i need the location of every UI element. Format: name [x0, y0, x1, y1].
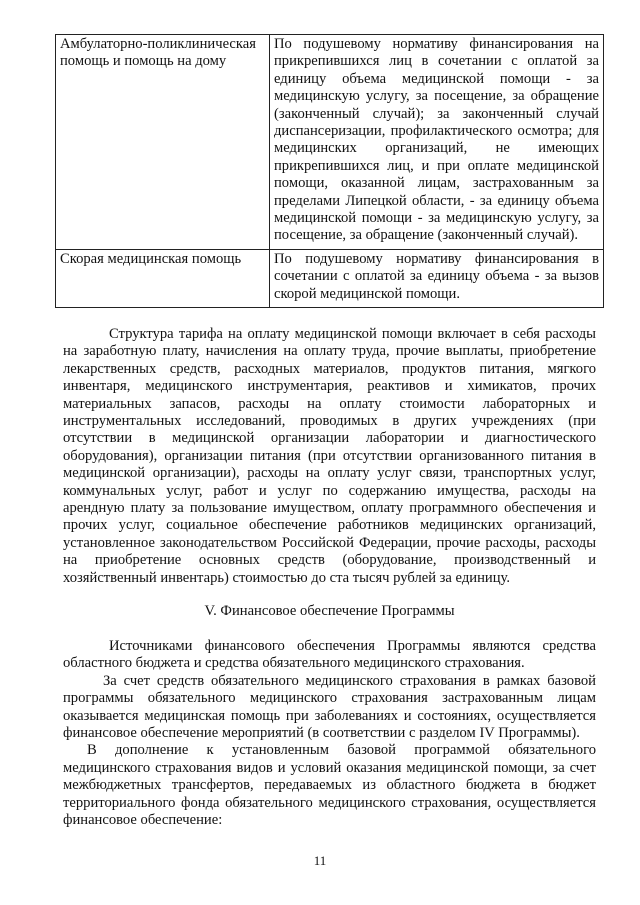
tariff-structure-section	[63, 326, 596, 587]
financing-section	[63, 638, 596, 829]
payment-methods-table	[55, 34, 604, 308]
page-number: 11	[313, 853, 327, 868]
care-type-cell: Амбулаторно-поликлиническая помощь и помощь на дому	[56, 35, 270, 250]
section-heading: V. Финансовое обеспечение Программы	[204, 603, 455, 619]
additional-funding-paragraph: В дополнение к установленным базовой программой обязательного медицинского страхования видов и условий оказания медицинской помощи, за счет межбюджетных трансфертов, передаваемых из областного бюджета в бюджет территориального фонда обязательного медицинского страхования, осуществляется финансовое обеспечение:	[63, 742, 596, 829]
payment-method-cell: По подушевому нормативу финансирования в сочетании с оплатой за единицу объема - за вызов скорой медицинской помощи.	[270, 249, 604, 307]
tariff-structure-paragraph: Структура тарифа на оплату медицинской помощи включает в себя расходы на заработную плату, начисления на оплату труда, прочие выплаты, приобретение лекарственных средств, расходных материалов, продуктов питания, мягкого инвентаря, медицинского инструментария, реактивов и химикатов, прочих материальных запасов, расходы на оплату стоимости лабораторных и инструментальных исследований, проводимых в других учреждениях (при отсутствии в медицинской организации лаборатории и диагностического оборудования), организации питания (при отсутствии организованного питания в медицинской организации), расходы на оплату услуг связи, транспортных услуг, коммунальных услуг, работ и услуг по содержанию имущества, расходы на арендную плату за пользование имуществом, оплату программного обеспечения и прочих услуг, социальное обеспечение работников медицинских организаций, установленное законодательством Российской Федерации, прочие расходы, расходы на приобретение основных средств (оборудование, производственный и хозяйственный инвентарь) стоимостью до ста тысяч рублей за единицу.	[63, 326, 596, 586]
care-type-cell: Скорая медицинская помощь	[56, 249, 270, 307]
table-row	[56, 249, 604, 307]
funding-sources-paragraph: Источниками финансового обеспечения Программы являются средства областного бюджета и средства обязательного медицинского страхования.	[63, 638, 596, 672]
table-row	[56, 35, 604, 250]
basic-program-paragraph: За счет средств обязательного медицинского страхования в рамках базовой программы обязательного медицинского страхования застрахованным лицам оказывается медицинская помощь при заболеваниях и состояниях, осуществляется финансовое обеспечение мероприятий (в соответствии с разделом IV Программы).	[63, 672, 596, 742]
payment-method-cell: По подушевому нормативу финансирования на прикрепившихся лиц в сочетании с оплатой за единицу объема медицинской помощи - за медицинскую услугу, за посещение, за обращение (законченный случай); за законченный случай диспансеризации, профилактического осмотра; для медицинских организаций, не имеющих прикрепившихся лиц, и при оплате медицинской помощи, оказанной лицам, застрахованным за пределами Липецкой области, - за единицу объема медицинской помощи - за медицинскую услугу, за посещение, за обращение (законченный случай).	[270, 35, 604, 250]
